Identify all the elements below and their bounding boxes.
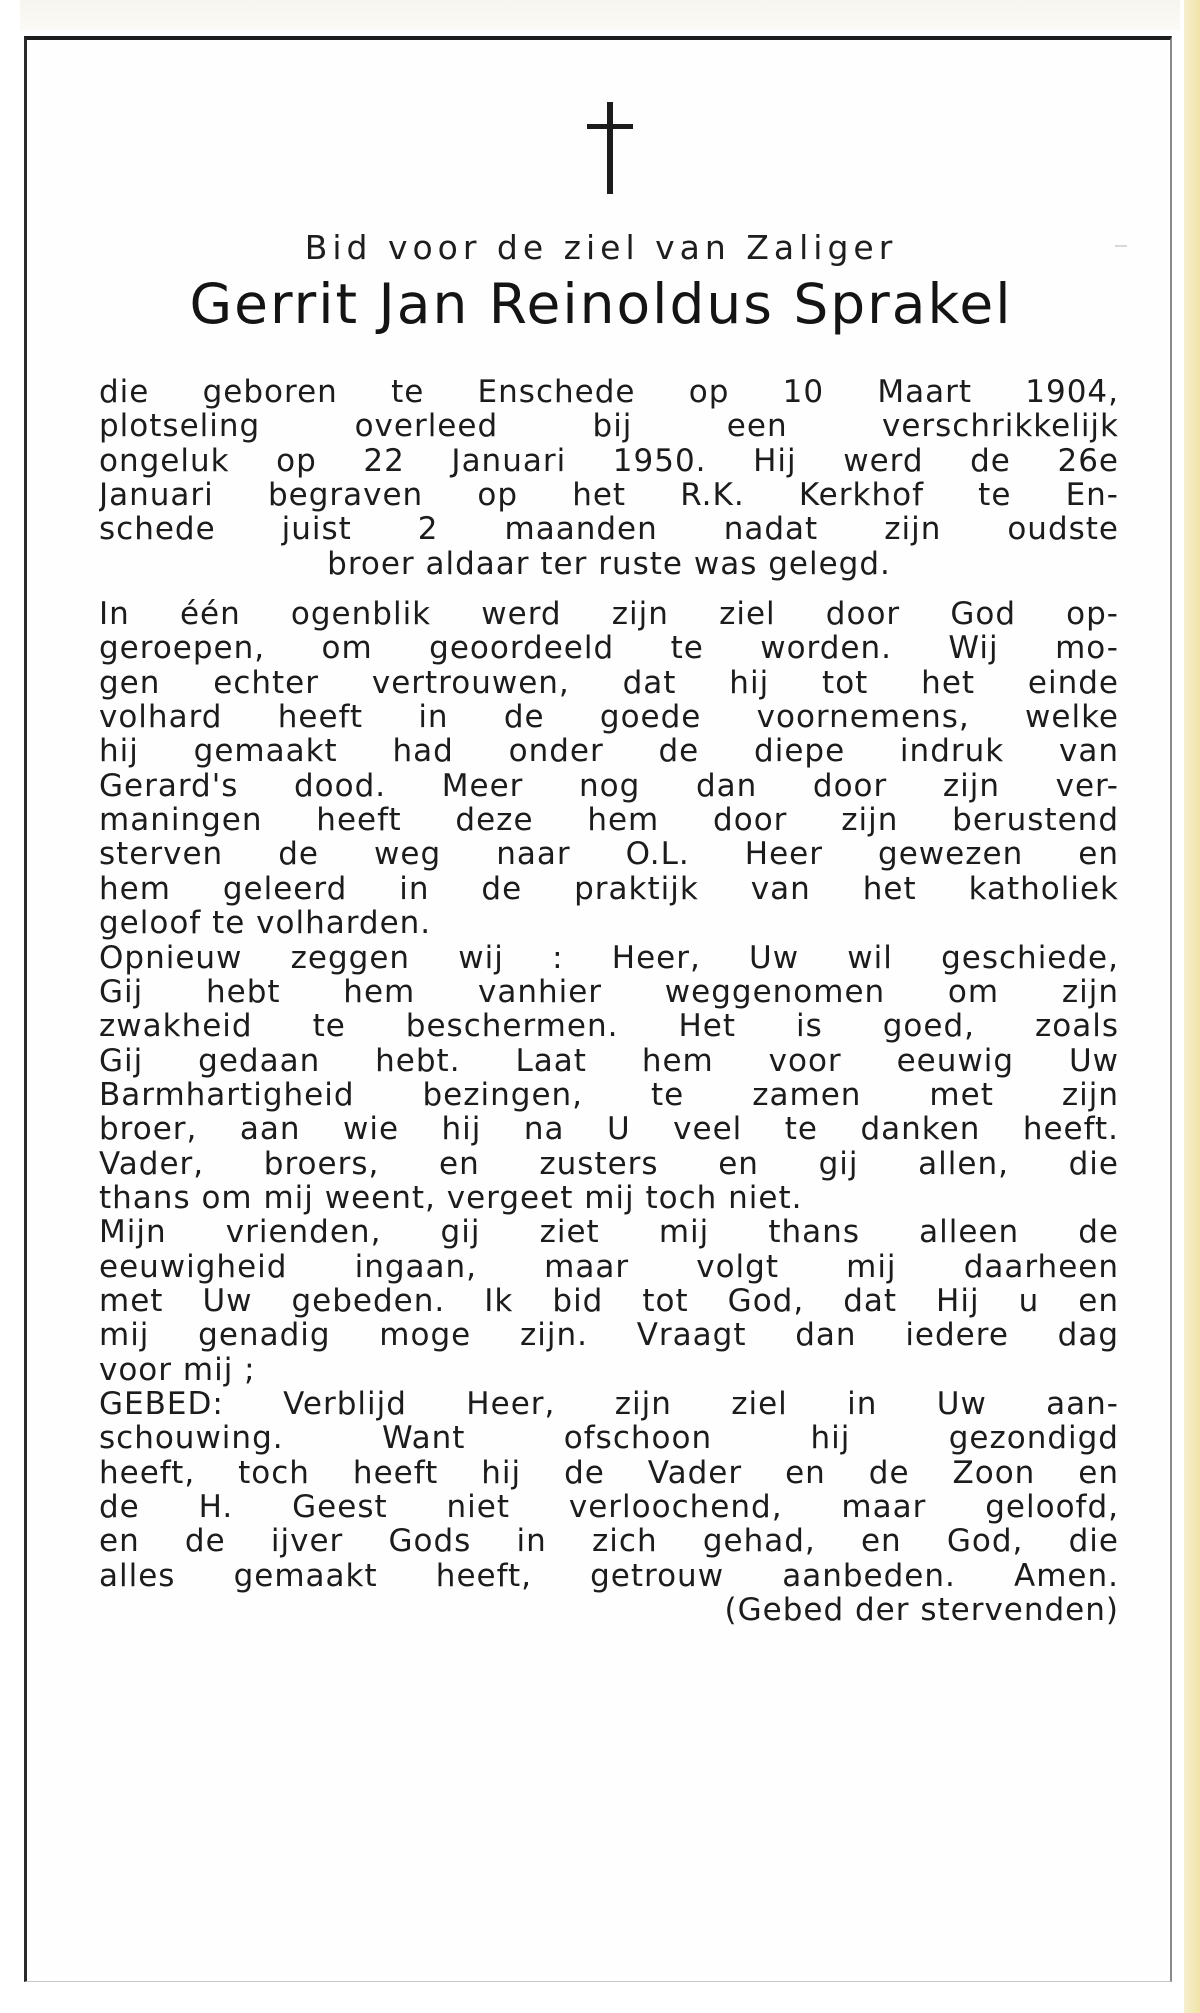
scan-top-margin — [20, 0, 1180, 30]
biography-line: die geboren te Enschede op 10 Maart 1904, — [99, 375, 1119, 410]
prayer-attribution: (Gebed der stervenden) — [724, 1593, 1119, 1628]
paragraph-gap — [99, 581, 1119, 597]
biography-line: ongeluk op 22 Januari 1950. Hij werd de 26e — [99, 443, 1119, 479]
cross-horizontal-bar — [587, 124, 633, 129]
prayer-line: voor mij ; — [99, 1352, 256, 1387]
biography-line: broer aldaar ter ruste was gelegd. — [327, 546, 891, 582]
prayer-line: broer, aan wie hij na U veel te danken heeft. — [99, 1112, 1119, 1147]
prayer-line: Gij hebt hem vanhier weggenomen om zijn — [99, 974, 1119, 1010]
prayer-line: zwakheid te beschermen. Het is goed, zoals — [99, 1009, 1119, 1044]
prayer-line: volhard heeft in de goede voornemens, welke — [99, 700, 1119, 735]
prayer-line: de H. Geest niet verloochend, maar geloofd, — [99, 1490, 1119, 1525]
prayer-line: geroepen, om geoordeeld te worden. Wij mo- — [99, 631, 1119, 666]
scan-right-margin — [1184, 0, 1200, 2013]
print-mark — [1115, 245, 1127, 247]
prayer-line: en de ijver Gods in zich gehad, en God, die — [99, 1524, 1119, 1559]
prayer-line: hem geleerd in de praktijk van het katholiek — [99, 871, 1119, 907]
biography-line: schede juist 2 maanden nadat zijn oudste — [99, 512, 1119, 547]
memorial-card — [24, 36, 1172, 1982]
biography-paragraph — [99, 375, 1119, 581]
intro-text: Bid voor de ziel van Zaliger — [304, 228, 898, 267]
prayer-paragraph — [99, 597, 1119, 1627]
prayer-line: eeuwigheid ingaan, maar volgt mij daarheen — [99, 1249, 1119, 1284]
prayer-line: hij gemaakt had onder de diepe indruk van — [99, 734, 1119, 769]
biography-line: Januari begraven op het R.K. Kerkhof te En- — [99, 478, 1119, 513]
prayer-line: GEBED: Verblijd Heer, zijn ziel in Uw aan- — [99, 1386, 1119, 1422]
prayer-line: Vader, broers, en zusters en gij allen, die — [99, 1146, 1119, 1181]
prayer-line: Gij gedaan hebt. Laat hem voor eeuwig Uw — [99, 1043, 1119, 1078]
prayer-line: Mijn vrienden, gij ziet mij thans alleen de — [99, 1215, 1119, 1250]
prayer-line: Barmhartigheid bezingen, te zamen met zijn — [99, 1077, 1119, 1113]
prayer-line: In één ogenblik werd zijn ziel door God op- — [99, 597, 1119, 632]
prayer-line: schouwing. Want ofschoon hij gezondigd — [99, 1421, 1119, 1456]
prayer-line: Gerard's dood. Meer nog dan door zijn ver- — [99, 768, 1119, 804]
prayer-line: Opnieuw zeggen wij : Heer, Uw wil geschiede, — [99, 940, 1119, 975]
prayer-line: geloof te volharden. — [99, 906, 432, 941]
prayer-line: mij genadig moge zijn. Vraagt dan iedere dag — [99, 1318, 1119, 1353]
prayer-line: alles gemaakt heeft, getrouw aanbeden. Amen. — [99, 1558, 1119, 1594]
prayer-line: met Uw gebeden. Ik bid tot God, dat Hij u en — [99, 1283, 1119, 1319]
cross-icon — [587, 102, 633, 194]
card-text — [99, 375, 1119, 1627]
prayer-line: gen echter vertrouwen, dat hij tot het einde — [99, 665, 1119, 701]
cross-vertical-bar — [607, 102, 613, 194]
prayer-line: maningen heeft deze hem door zijn berustend — [99, 803, 1119, 838]
biography-line: plotseling overleed bij een verschrikkelijk — [99, 409, 1119, 444]
prayer-line: sterven de weg naar O.L. Heer gewezen en — [99, 837, 1119, 872]
prayer-line: heeft, toch heeft hij de Vader en de Zoon en — [99, 1455, 1119, 1490]
prayer-line: thans om mij weent, vergeet mij toch niet. — [99, 1180, 803, 1216]
deceased-name: Gerrit Jan Reinoldus Sprakel — [189, 272, 1013, 336]
